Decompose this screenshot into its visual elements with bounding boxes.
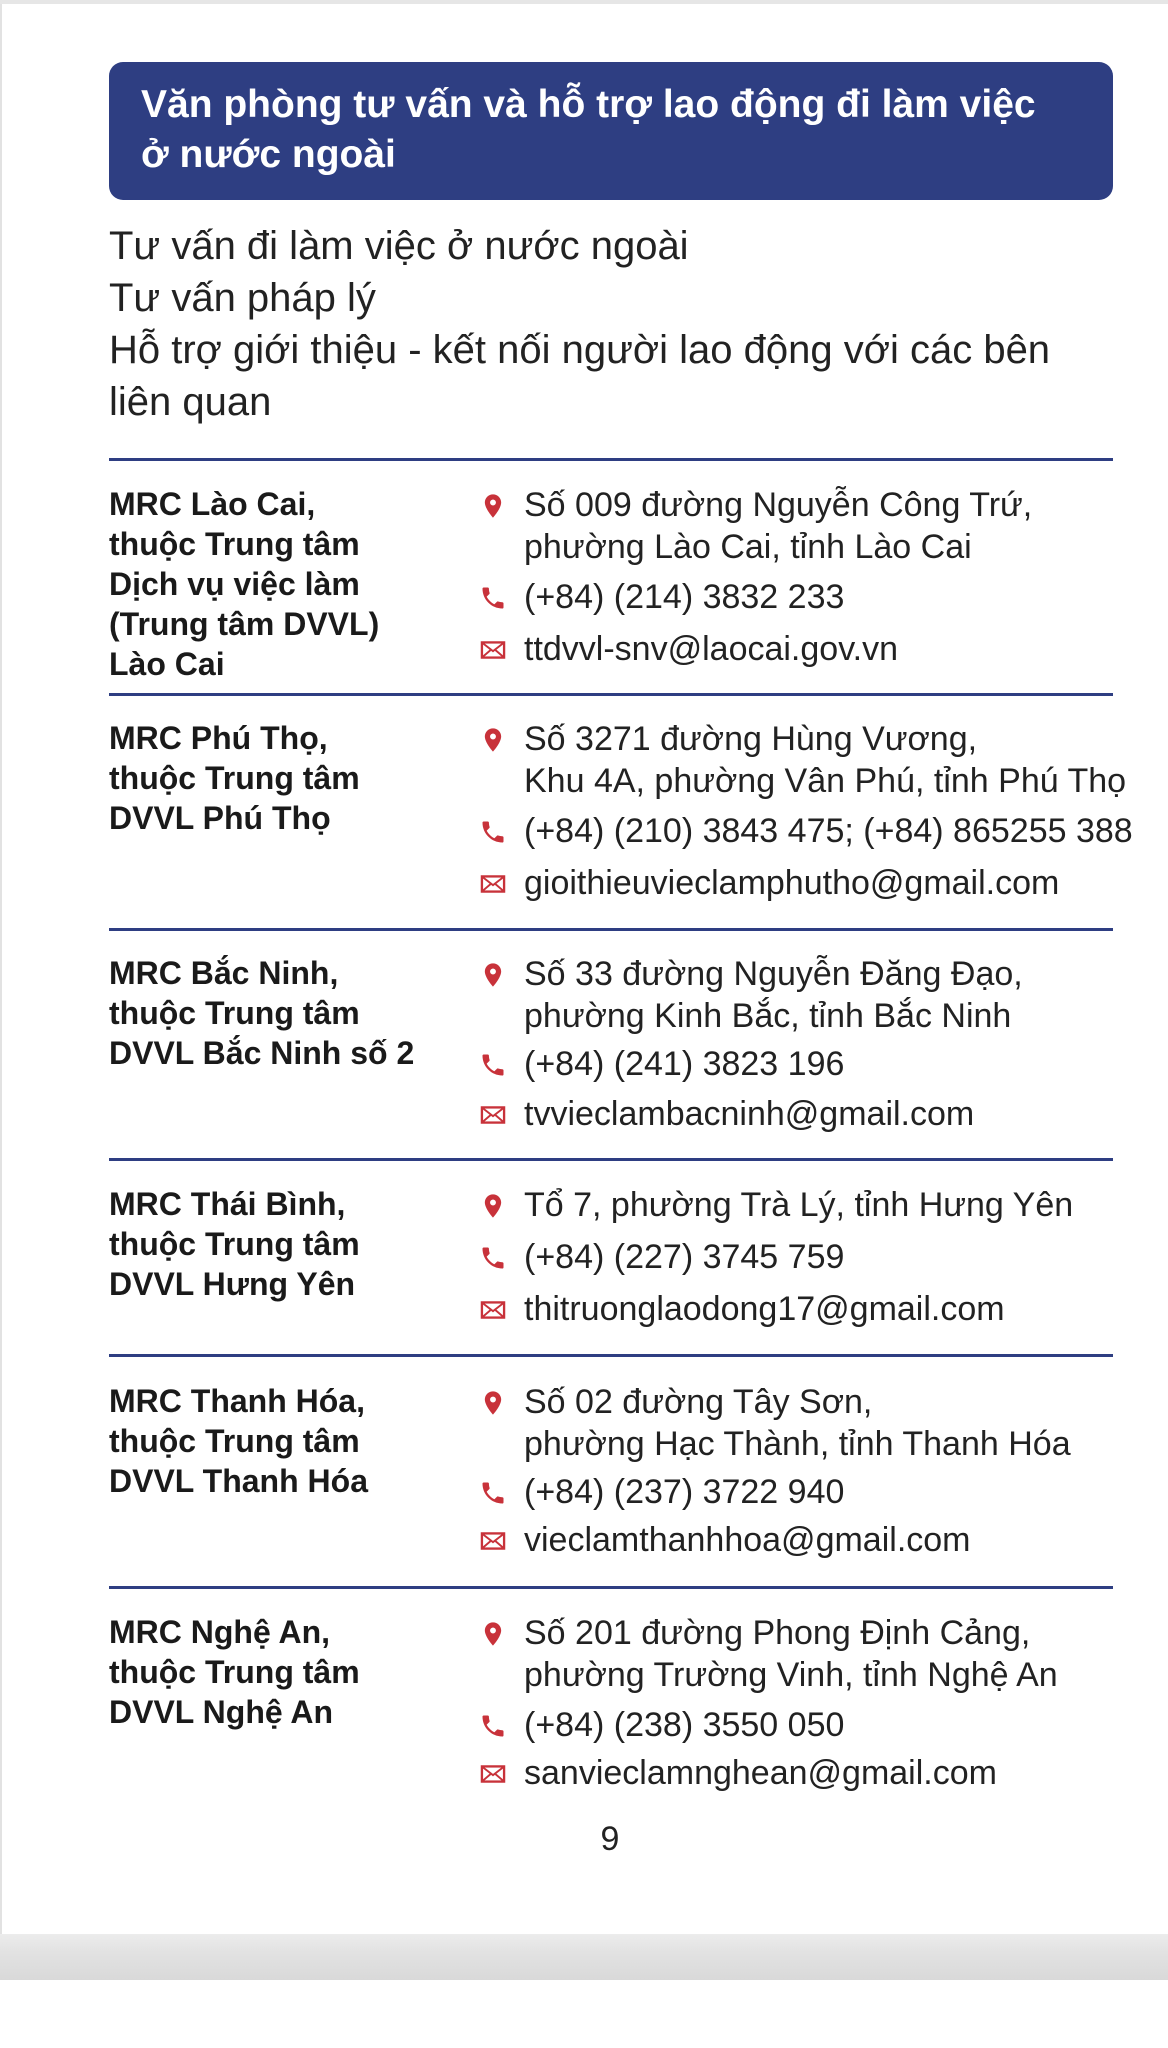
phone bbox=[478, 1236, 1158, 1278]
address bbox=[478, 1654, 1158, 1696]
address-line: phường Lào Cai, tỉnh Lào Cai bbox=[524, 528, 972, 566]
address-line: phường Hạc Thành, tỉnh Thanh Hóa bbox=[524, 1425, 1071, 1463]
address bbox=[478, 1184, 1158, 1226]
address bbox=[478, 995, 1158, 1037]
email bbox=[478, 1519, 1158, 1561]
service-item: Tư vấn đi làm việc ở nước ngoài bbox=[109, 224, 689, 268]
address bbox=[478, 1612, 1158, 1654]
office-name-line: thuộc Trung tâm bbox=[109, 995, 360, 1031]
address-line: Số 201 đường Phong Định Cảng, bbox=[524, 1614, 1031, 1652]
address bbox=[478, 718, 1158, 760]
office-name-line: MRC Thanh Hóa, bbox=[109, 1383, 365, 1419]
email-address[interactable]: ttdvvl-snv@laocai.gov.vn bbox=[524, 630, 899, 668]
phone-number[interactable]: (+84) (214) 3832 233 bbox=[524, 578, 845, 616]
map-pin-icon bbox=[478, 1389, 508, 1417]
envelope-icon bbox=[478, 870, 508, 898]
page-gutter bbox=[0, 1934, 1168, 1980]
office-name bbox=[109, 718, 469, 838]
office-name-line: thuộc Trung tâm bbox=[109, 1423, 360, 1459]
address-line: Khu 4A, phường Vân Phú, tỉnh Phú Thọ bbox=[524, 762, 1127, 800]
office-name-line: DVVL Phú Thọ bbox=[109, 800, 331, 836]
phone-number[interactable]: (+84) (227) 3745 759 bbox=[524, 1238, 845, 1276]
email bbox=[478, 628, 1158, 670]
divider bbox=[109, 1158, 1113, 1161]
office-name-line: thuộc Trung tâm bbox=[109, 760, 360, 796]
divider bbox=[109, 928, 1113, 931]
office-contact bbox=[478, 484, 1158, 670]
envelope-icon bbox=[478, 1760, 508, 1788]
phone bbox=[478, 1471, 1158, 1513]
divider bbox=[109, 1586, 1113, 1589]
office-name-line: thuộc Trung tâm bbox=[109, 1226, 360, 1262]
office-name-line: Lào Cai bbox=[109, 646, 225, 682]
service-item: Tư vấn pháp lý bbox=[109, 276, 376, 320]
office-name-line: MRC Nghệ An, bbox=[109, 1614, 331, 1650]
email-address[interactable]: gioithieuvieclamphutho@gmail.com bbox=[524, 864, 1060, 902]
divider bbox=[109, 458, 1113, 461]
address-line: phường Kinh Bắc, tỉnh Bắc Ninh bbox=[524, 997, 1012, 1035]
office-name-line: Dịch vụ việc làm bbox=[109, 566, 360, 602]
phone-number[interactable]: (+84) (238) 3550 050 bbox=[524, 1706, 845, 1744]
office-contact bbox=[478, 718, 1158, 904]
office-name-line: DVVL Nghệ An bbox=[109, 1694, 334, 1730]
divider bbox=[109, 1354, 1113, 1357]
address bbox=[478, 484, 1158, 526]
map-pin-icon bbox=[478, 1192, 508, 1220]
email bbox=[478, 862, 1158, 904]
office-name-line: thuộc Trung tâm bbox=[109, 1654, 360, 1690]
address-line: Số 33 đường Nguyễn Đăng Đạo, bbox=[524, 955, 1023, 993]
email bbox=[478, 1093, 1158, 1135]
address-line: phường Trường Vinh, tỉnh Nghệ An bbox=[524, 1656, 1058, 1694]
phone-icon bbox=[478, 1712, 508, 1740]
phone-icon bbox=[478, 1244, 508, 1272]
address-line: Số 009 đường Nguyễn Công Trứ, bbox=[524, 486, 1033, 524]
section-banner bbox=[109, 62, 1113, 200]
office-name bbox=[109, 484, 469, 684]
office-name-line: MRC Phú Thọ, bbox=[109, 720, 328, 756]
phone-icon bbox=[478, 1479, 508, 1507]
phone-icon bbox=[478, 818, 508, 846]
address bbox=[478, 526, 1158, 568]
email-address[interactable]: vieclamthanhhoa@gmail.com bbox=[524, 1521, 971, 1559]
email bbox=[478, 1288, 1158, 1330]
office-name-line: DVVL Bắc Ninh số 2 bbox=[109, 1035, 415, 1071]
office-name-line: (Trung tâm DVVL) bbox=[109, 606, 380, 642]
phone bbox=[478, 576, 1158, 618]
address-line: Số 02 đường Tây Sơn, bbox=[524, 1383, 873, 1421]
office-contact bbox=[478, 1184, 1158, 1330]
office-name-line: thuộc Trung tâm bbox=[109, 526, 360, 562]
address-line: Số 3271 đường Hùng Vương, bbox=[524, 720, 978, 758]
map-pin-icon bbox=[478, 1620, 508, 1648]
address bbox=[478, 1381, 1158, 1423]
map-pin-icon bbox=[478, 961, 508, 989]
envelope-icon bbox=[478, 1101, 508, 1129]
phone-number[interactable]: (+84) (241) 3823 196 bbox=[524, 1045, 845, 1083]
service-item: liên quan bbox=[109, 380, 272, 424]
phone bbox=[478, 1704, 1158, 1746]
address bbox=[478, 1423, 1158, 1465]
envelope-icon bbox=[478, 636, 508, 664]
office-name bbox=[109, 1612, 469, 1732]
office-contact bbox=[478, 953, 1158, 1135]
phone-number[interactable]: (+84) (210) 3843 475; (+84) 865255 388 bbox=[524, 812, 1133, 850]
email-address[interactable]: thitruonglaodong17@gmail.com bbox=[524, 1290, 1005, 1328]
service-item: Hỗ trợ giới thiệu - kết nối người lao động với các bên bbox=[109, 328, 1051, 372]
office-name-line: DVVL Hưng Yên bbox=[109, 1266, 356, 1302]
office-name-line: MRC Bắc Ninh, bbox=[109, 955, 339, 991]
address bbox=[478, 760, 1158, 802]
banner-title-line-1: Văn phòng tư vấn và hỗ trợ lao động đi làm việc bbox=[141, 83, 1036, 126]
office-name bbox=[109, 1184, 469, 1304]
map-pin-icon bbox=[478, 492, 508, 520]
office-contact bbox=[478, 1381, 1158, 1561]
email-address[interactable]: tvvieclambacninh@gmail.com bbox=[524, 1095, 975, 1133]
office-name-line: MRC Thái Bình, bbox=[109, 1186, 346, 1222]
office-name-line: MRC Lào Cai, bbox=[109, 486, 316, 522]
email-address[interactable]: sanvieclamnghean@gmail.com bbox=[524, 1754, 997, 1792]
office-name-line: DVVL Thanh Hóa bbox=[109, 1463, 368, 1499]
divider bbox=[109, 693, 1113, 696]
address bbox=[478, 953, 1158, 995]
next-page bbox=[0, 1980, 1168, 2048]
address-line: Tổ 7, phường Trà Lý, tỉnh Hưng Yên bbox=[524, 1186, 1074, 1224]
banner-title-line-2: ở nước ngoài bbox=[141, 133, 396, 176]
office-name bbox=[109, 1381, 469, 1501]
phone-number[interactable]: (+84) (237) 3722 940 bbox=[524, 1473, 845, 1511]
services-list bbox=[109, 220, 1119, 428]
map-pin-icon bbox=[478, 726, 508, 754]
page-number: 9 bbox=[600, 1820, 620, 1858]
phone bbox=[478, 1043, 1158, 1085]
envelope-icon bbox=[478, 1296, 508, 1324]
phone bbox=[478, 810, 1158, 852]
email bbox=[478, 1752, 1158, 1794]
phone-icon bbox=[478, 1051, 508, 1079]
envelope-icon bbox=[478, 1527, 508, 1555]
phone-icon bbox=[478, 584, 508, 612]
office-name bbox=[109, 953, 469, 1073]
office-contact bbox=[478, 1612, 1158, 1794]
